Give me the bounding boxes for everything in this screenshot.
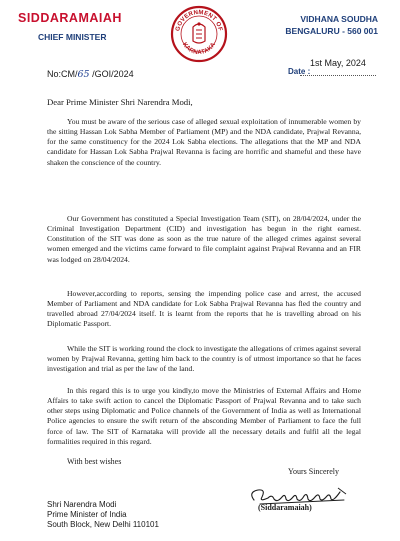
- government-seal-icon: [170, 5, 228, 63]
- reference-prefix: No:CM/: [47, 69, 78, 79]
- address-line-2: BENGALURU - 560 001: [285, 26, 378, 36]
- reference-handwritten-number: 65: [77, 69, 90, 80]
- paragraph-2: Our Government has constituted a Special Investigation Team (SIT), on 28/04/2024, under the Criminal Investigation Department (CID) and investigation has begun in the right earnest. Constitution of the SIT was done as soon as the true nature of the alleged crimes against several women emerged and the victims came forward to file complaint against Prajwal Revanna and an FIR was lodged on 28/04/2024.: [47, 214, 361, 264]
- date-underline: [300, 75, 376, 76]
- signatory-name: (Siddaramaiah): [258, 503, 312, 512]
- paragraph-4: While the SIT is working round the clock to investigate the allegations of crimes against several women by Prajwal Revanna, getting him back to the country is of utmost importance so that he faces investigation and trial as per the law of the land.: [47, 344, 361, 374]
- recipient-title: Prime Minister of India: [47, 510, 127, 520]
- paragraph-3: However,according to reports, sensing the impending police case and arrest, the accused Member of Parliament and NDA candidate for Lok Sabha Prajwal Revanna has fled the country and travelled abroad 27/04/2024 itself. It is learnt from the reports that he is travelling abroad on his Diplomatic Passport.: [47, 289, 361, 329]
- sender-title: CHIEF MINISTER: [38, 32, 107, 42]
- sender-name: SIDDARAMAIAH: [18, 11, 122, 25]
- seal-text-bottom: KARNATAKA: [180, 41, 218, 57]
- seal-text-top: GOVERNMENT OF: [175, 9, 223, 32]
- paragraph-5: In this regard this is to urge you kindly,to move the Ministries of External Affairs and Home Affairs to take swift action to cancel the Diplomatic Passport of Prajwal Revanna and to take such other steps using Diplomatic and Police channels of the Government of India as well as International Police agencies to ensure the swift return of the absconding Member of Parliament to face the full force of law. The SIT of Karnataka will provide all the necessary details and fulfil all the legal formalities required in this regard.: [47, 386, 361, 446]
- reference-suffix: /GOI/2024: [92, 69, 134, 79]
- closing-wishes: With best wishes: [67, 457, 122, 466]
- salutation: Dear Prime Minister Shri Narendra Modi,: [47, 97, 193, 107]
- recipient-address: [47, 500, 159, 531]
- reference-number: [47, 69, 134, 80]
- recipient-address-line: South Block, New Delhi 110101: [47, 520, 159, 530]
- paragraph-1: You must be aware of the serious case of alleged sexual exploitation of innumerable women by the sitting Hassan Lok Sabha Member of Parliament (MP) and the NDA candidate, Prajwal Revanna, for the same constituency for the 2024 Lok Sabha elections. The allegations that the MP and NDA candidate for Hassan Lok Sabha Prajwal Revanna is facing are horrific and shameful and these have shaken the conscience of the country.: [47, 117, 361, 167]
- date-label: Date :: [288, 67, 311, 76]
- date-value: 1st May, 2024: [310, 58, 366, 68]
- recipient-name: Shri Narendra Modi: [47, 500, 117, 509]
- closing-yours-sincerely: Yours Sincerely: [288, 467, 339, 476]
- address-line-1: VIDHANA SOUDHA: [300, 14, 378, 24]
